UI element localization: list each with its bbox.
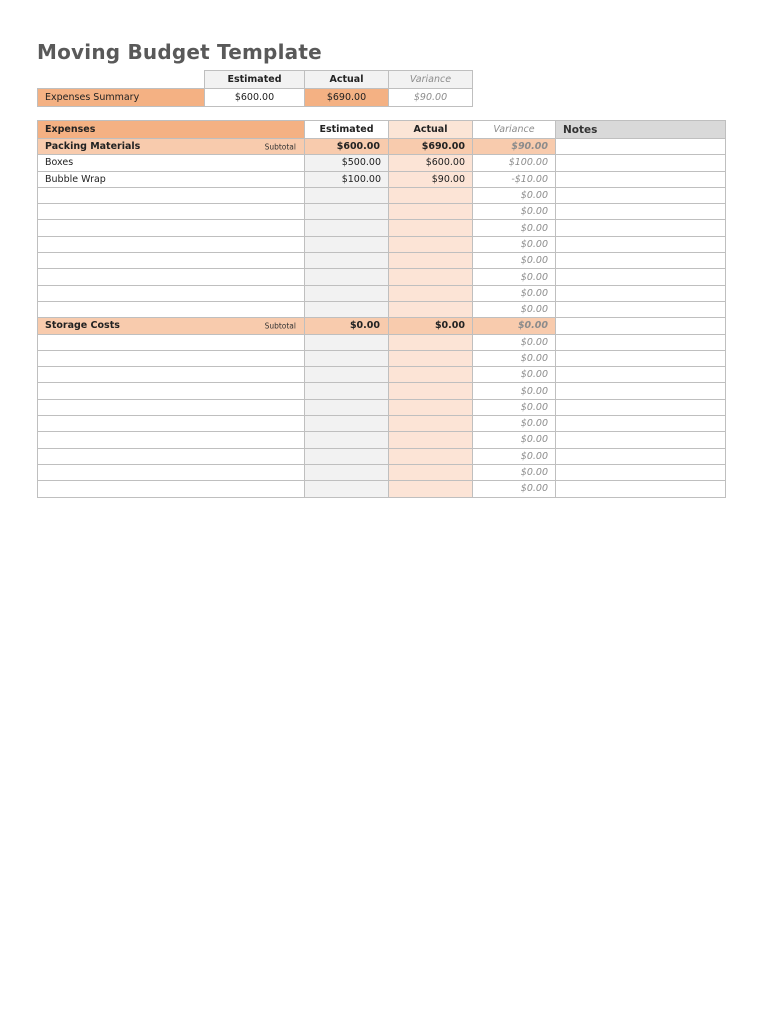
category-name-cell[interactable] [38,139,305,155]
expense-actual-cell[interactable]: $600.00 [389,155,473,171]
expense-variance-cell[interactable]: $0.00 [473,301,556,317]
expense-variance-cell[interactable]: $0.00 [473,334,556,350]
expense-notes-cell[interactable] [556,334,726,350]
column-header-row [38,121,726,139]
expense-row [38,171,726,187]
expense-actual-cell[interactable] [389,334,473,350]
variance-column-header[interactable]: Variance [473,121,556,139]
expense-actual-cell[interactable] [389,204,473,220]
category-notes-cell[interactable] [556,318,726,334]
expense-actual-cell[interactable] [389,301,473,317]
expense-notes-cell[interactable] [556,253,726,269]
expense-notes-cell[interactable] [556,481,726,497]
expense-estimated-cell[interactable] [305,285,389,301]
expense-actual-cell[interactable] [389,187,473,203]
expense-actual-cell[interactable] [389,269,473,285]
expense-row [38,269,726,285]
expense-estimated-cell[interactable] [305,481,389,497]
notes-column-header[interactable]: Notes [556,121,726,139]
expense-estimated-cell[interactable] [305,334,389,350]
expense-actual-cell[interactable] [389,481,473,497]
expense-variance-cell[interactable]: $0.00 [473,204,556,220]
expense-row [38,285,726,301]
expense-name-cell[interactable] [38,399,305,415]
expense-estimated-cell[interactable] [305,253,389,269]
expense-name-cell[interactable] [38,448,305,464]
expense-estimated-cell[interactable] [305,236,389,252]
expense-notes-cell[interactable] [556,464,726,480]
expense-name-cell[interactable] [38,383,305,399]
expense-row [38,399,726,415]
expense-actual-cell[interactable] [389,464,473,480]
expense-actual-cell[interactable]: $90.00 [389,171,473,187]
expense-name-cell[interactable] [38,285,305,301]
category-notes-cell[interactable] [556,139,726,155]
expense-row [38,236,726,252]
expense-estimated-cell[interactable]: $100.00 [305,171,389,187]
page-title: Moving Budget Template [37,40,322,64]
expense-variance-cell[interactable]: $0.00 [473,285,556,301]
expense-variance-cell[interactable]: $0.00 [473,350,556,366]
expense-notes-cell[interactable] [556,204,726,220]
expense-notes-cell[interactable] [556,383,726,399]
expense-estimated-cell[interactable] [305,187,389,203]
expense-row [38,301,726,317]
expense-notes-cell[interactable] [556,416,726,432]
category-estimated-cell[interactable]: $0.00 [305,318,389,334]
expense-estimated-cell[interactable] [305,204,389,220]
expense-actual-cell[interactable] [389,350,473,366]
expense-estimated-cell[interactable] [305,350,389,366]
summary-variance-header[interactable]: Variance [389,71,473,89]
expense-estimated-cell[interactable] [305,383,389,399]
expense-name-cell[interactable] [38,481,305,497]
category-name: Storage Costs [45,320,120,332]
category-estimated-cell[interactable]: $600.00 [305,139,389,155]
expense-variance-cell[interactable]: $0.00 [473,383,556,399]
expense-row [38,416,726,432]
expense-variance-cell[interactable]: $0.00 [473,236,556,252]
expense-row [38,155,726,171]
expense-estimated-cell[interactable] [305,367,389,383]
expense-actual-cell[interactable] [389,383,473,399]
expense-variance-cell[interactable]: $0.00 [473,448,556,464]
expense-notes-cell[interactable] [556,448,726,464]
expense-actual-cell[interactable] [389,448,473,464]
expense-actual-cell[interactable] [389,285,473,301]
expense-name-cell[interactable] [38,367,305,383]
expense-variance-cell[interactable]: $0.00 [473,269,556,285]
expense-name-cell[interactable] [38,432,305,448]
expense-notes-cell[interactable] [556,432,726,448]
expense-variance-cell[interactable]: $0.00 [473,187,556,203]
expense-estimated-cell[interactable]: $500.00 [305,155,389,171]
subtotal-label: Subtotal [264,142,296,152]
expense-name-cell[interactable] [38,334,305,350]
expense-actual-cell[interactable] [389,220,473,236]
summary-actual-cell[interactable]: $690.00 [305,89,389,107]
expense-notes-cell[interactable] [556,236,726,252]
summary-blank-cell [38,71,205,89]
expense-notes-cell[interactable] [556,350,726,366]
expense-variance-cell[interactable]: $0.00 [473,399,556,415]
expense-row [38,350,726,366]
expense-variance-cell[interactable]: $0.00 [473,253,556,269]
expenses-table [37,120,726,498]
expense-name-cell[interactable] [38,253,305,269]
expense-name-cell[interactable] [38,236,305,252]
expense-name-cell[interactable]: Boxes [38,155,305,171]
summary-values-row [38,89,473,107]
category-actual-cell[interactable]: $0.00 [389,318,473,334]
expense-actual-cell[interactable] [389,399,473,415]
category-name: Packing Materials [45,141,141,153]
expense-name-cell[interactable]: Bubble Wrap [38,171,305,187]
expense-notes-cell[interactable] [556,399,726,415]
subtotal-label: Subtotal [264,321,296,331]
expense-actual-cell[interactable] [389,432,473,448]
expense-notes-cell[interactable] [556,269,726,285]
expense-notes-cell[interactable] [556,367,726,383]
expense-name-cell[interactable] [38,187,305,203]
category-name-cell[interactable] [38,318,305,334]
summary-variance-cell[interactable]: $90.00 [389,89,473,107]
expense-estimated-cell[interactable] [305,301,389,317]
expense-variance-cell[interactable]: $0.00 [473,432,556,448]
summary-label-cell[interactable]: Expenses Summary [38,89,205,107]
summary-estimated-header[interactable]: Estimated [205,71,305,89]
expense-actual-cell[interactable] [389,253,473,269]
category-variance-cell[interactable]: $0.00 [473,318,556,334]
expense-name-cell[interactable] [38,416,305,432]
expense-estimated-cell[interactable] [305,416,389,432]
expense-notes-cell[interactable] [556,171,726,187]
expense-estimated-cell[interactable] [305,432,389,448]
expense-row [38,334,726,350]
expense-estimated-cell[interactable] [305,269,389,285]
expense-notes-cell[interactable] [556,187,726,203]
expense-notes-cell[interactable] [556,301,726,317]
category-row [38,139,726,155]
expense-row [38,481,726,497]
expense-name-cell[interactable] [38,301,305,317]
expense-variance-cell[interactable]: -$10.00 [473,171,556,187]
expense-actual-cell[interactable] [389,416,473,432]
expense-row [38,448,726,464]
expense-notes-cell[interactable] [556,155,726,171]
expense-row [38,187,726,203]
expense-row [38,253,726,269]
expense-actual-cell[interactable] [389,367,473,383]
expense-notes-cell[interactable] [556,285,726,301]
expense-row [38,464,726,480]
expense-row [38,432,726,448]
expense-variance-cell[interactable]: $0.00 [473,416,556,432]
actual-column-header[interactable]: Actual [389,121,473,139]
expense-variance-cell[interactable]: $100.00 [473,155,556,171]
expense-name-cell[interactable] [38,350,305,366]
category-row [38,318,726,334]
expense-row [38,220,726,236]
estimated-column-header[interactable]: Estimated [305,121,389,139]
category-variance-cell[interactable]: $90.00 [473,139,556,155]
expense-variance-cell[interactable]: $0.00 [473,220,556,236]
expense-variance-cell[interactable]: $0.00 [473,367,556,383]
expense-name-cell[interactable] [38,220,305,236]
expense-actual-cell[interactable] [389,236,473,252]
category-actual-cell[interactable]: $690.00 [389,139,473,155]
summary-header-row [38,71,473,89]
expense-name-cell[interactable] [38,464,305,480]
expense-notes-cell[interactable] [556,220,726,236]
expense-estimated-cell[interactable] [305,220,389,236]
expenses-column-header[interactable]: Expenses [38,121,305,139]
summary-estimated-cell[interactable]: $600.00 [205,89,305,107]
expense-variance-cell[interactable]: $0.00 [473,481,556,497]
expenses-summary-table [37,70,473,107]
expense-estimated-cell[interactable] [305,464,389,480]
expense-variance-cell[interactable]: $0.00 [473,464,556,480]
expense-estimated-cell[interactable] [305,448,389,464]
expense-row [38,367,726,383]
expense-row [38,383,726,399]
expense-name-cell[interactable] [38,269,305,285]
expense-row [38,204,726,220]
expense-estimated-cell[interactable] [305,399,389,415]
expense-name-cell[interactable] [38,204,305,220]
summary-actual-header[interactable]: Actual [305,71,389,89]
